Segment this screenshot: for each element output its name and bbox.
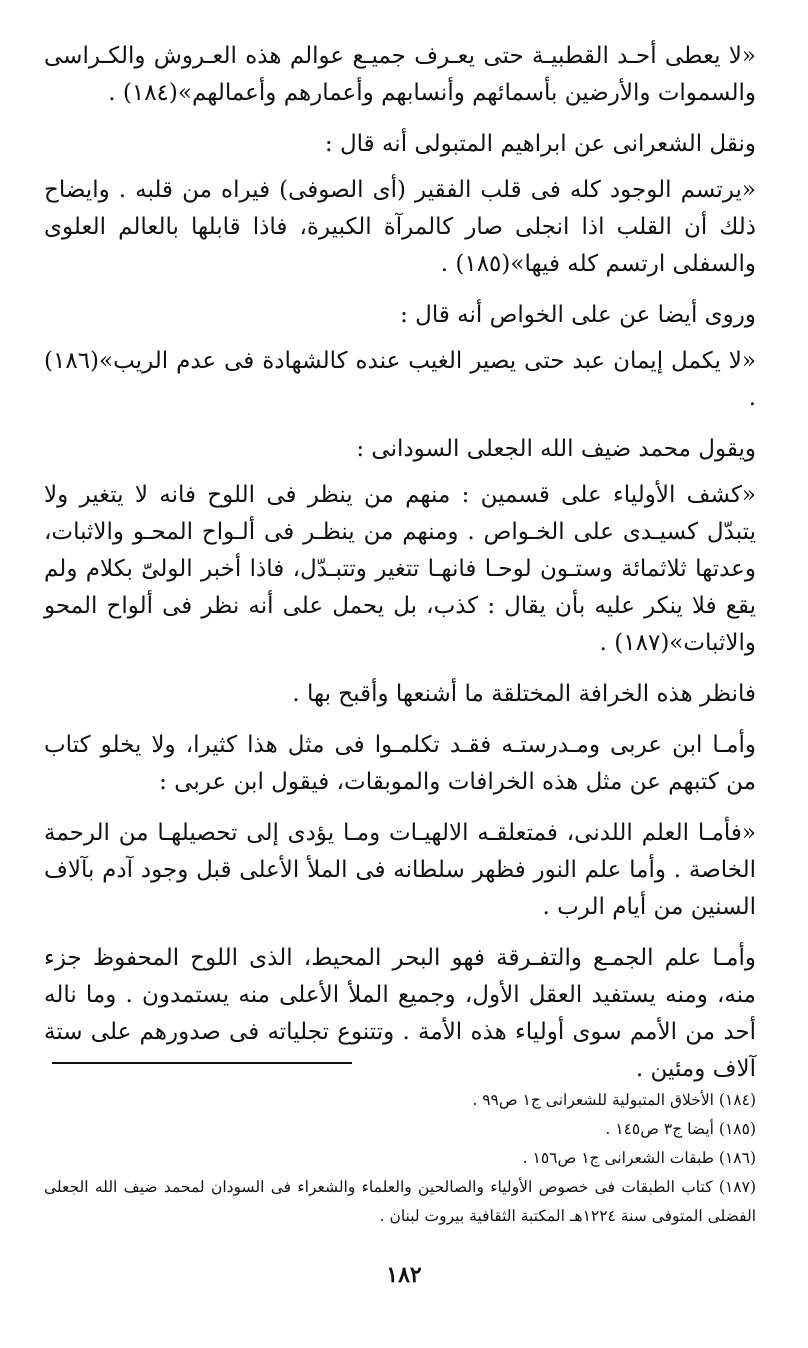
page-number: ١٨٢ (386, 1262, 422, 1288)
footnote-divider (52, 1062, 352, 1064)
footnote-184: (١٨٤) الأخلاق المتبولية للشعرانى ج١ ص٩٩ . (472, 1091, 756, 1109)
footnote-186: (١٨٦) طبقات الشعرانى ج١ ص١٥٦ . (522, 1149, 756, 1167)
paragraph-quote-jam: وأمـا علم الجمـع والتفـرقة فهو البحر المحيط، الذى اللوح المحفوظ جزء منه، ومنه يستفيد العقل الأول، وجميع الملأ الأعلى منه يستمدون . وما ناله أحد من الأمم سوى أولياء هذه الأمة . وتتنوع تجلياته فى صدورهم على ستة آلاف ومئين . (44, 945, 756, 1082)
paragraph-quote-iman: «لا يكمل إيمان عبد حتى يصير الغيب عنده كالشهادة فى عدم الريب»(١٨٦) . (44, 348, 756, 411)
paragraph-ibn-arabi-intro: وأمـا ابن عربى ومـدرستـه فقـد تكلمـوا فى مثل هذا كثيرا، ولا يخلو كتاب من كتبهم عن مثل هذه الخرافات والموبقات، فيقول ابن عربى : (44, 732, 756, 795)
paragraph-quote-irtisam: «يرتسم الوجود كله فى قلب الفقير (أى الصوفى) فيراه من قلبه . وايضاح ذلك أن القلب اذا انجلى صار كالمرآة الكبيرة، فاذا قابلها بالعالم العلوى والسفلى ارتسم كله فيها»(١٨٥) . (44, 177, 756, 277)
paragraph-shaarani-intro: ونقل الشعرانى عن ابراهيم المتبولى أنه قال : (324, 131, 756, 157)
paragraph-quote-qutbiyya: «لا يعطى أحـد القطبيـة حتى يعـرف جميـع عوالم هذه العـروش والكـراسى والسموات والأرضين بأسمائهم وأنسابهم وأعمارهم وأعمالهم»(١٨٤) . (44, 43, 756, 106)
main-text (44, 38, 756, 1088)
paragraph-khawas-intro: وروى أيضا عن على الخواص أنه قال : (400, 302, 756, 328)
paragraph-sudani-intro: ويقول محمد ضيف الله الجعلى السودانى : (356, 436, 756, 462)
paragraph-quote-kashf: «كشف الأولياء على قسمين : منهم من ينظر فى اللوح فانه لا يتغير ولا يتبدّل كسيـدى على الخـواص . ومنهم من ينظـر فى ألـواح المحـو والاثبات، وعدتها ثلاثمائة وستـون لوحـا فانهـا تتغير وتتبـدّل، فاذا أخبر الولىّ بكلام ولم يقع فلا ينكر عليه بأن يقال : كذب، بل يحمل على أنه نظر فى ألواح المحو والاثبات»(١٨٧) . (44, 482, 756, 656)
paragraph-commentary: فانظر هذه الخرافة المختلقة ما أشنعها وأقبح بها . (292, 681, 756, 707)
paragraph-quote-ladunni: «فأمـا العلم اللدنى، فمتعلقـه الالهيـات ومـا يؤدى إلى تحصيلهـا من الرحمة الخاصة . وأما علم النور فظهر سلطانه فى الملأ الأعلى قبل وجود آدم بآلاف السنين من أيام الرب . (44, 820, 756, 920)
footnote-185: (١٨٥) أيضا ج٣ ص١٤٥ . (605, 1120, 756, 1138)
footnote-187: (١٨٧) كتاب الطبقات فى خصوص الأولياء والصالحين والعلماء والشعراء فى السودان لمحمد ضيف الله الجعلى الفضلى المتوفى سنة ١٢٢٤هـ المكتبة الثقافية بيروت لبنان . (44, 1178, 756, 1225)
footnotes (44, 1086, 756, 1231)
